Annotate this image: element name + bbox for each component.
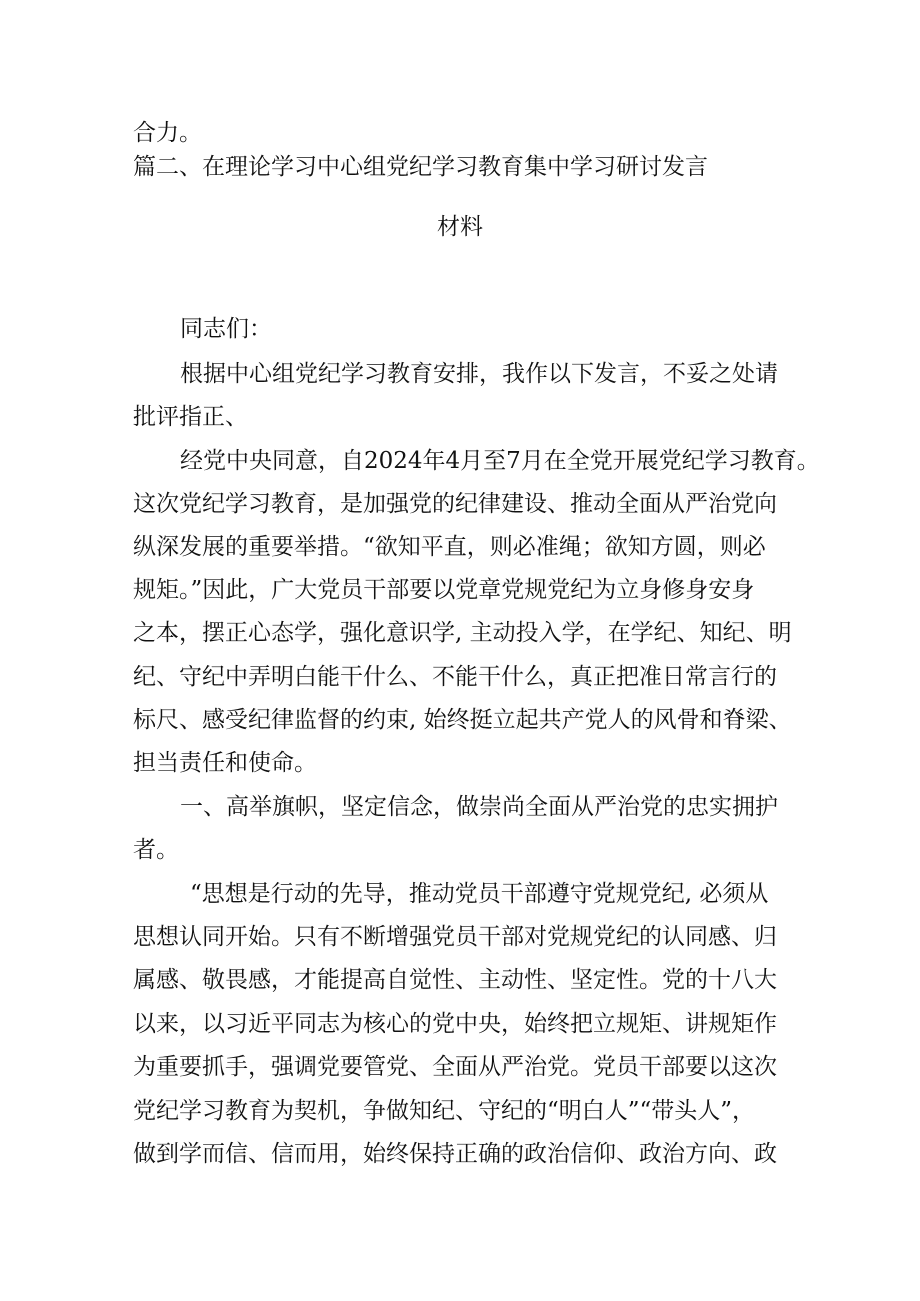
continuation-text: 合力。 — [133, 120, 202, 146]
document-title-continued: 材料 — [437, 214, 483, 240]
paragraph-line: 思想认同开始。只有不断增强党员干部对党规党纪的认同感、归 — [133, 924, 777, 950]
section-heading-continued: 者。 — [133, 837, 179, 863]
paragraph-line: 担当责任和使命。 — [133, 750, 317, 776]
paragraph-line: 这次党纪学习教育，是加强党的纪律建设、推动全面从严治党向 — [133, 491, 777, 517]
paragraph-line: “思想是行动的先导，推动党员干部遵守党规党纪, 必须从 — [190, 881, 769, 907]
paragraph-line: 纪、守纪中弄明白能干什么、不能干什么，真正把准日常言行的 — [133, 664, 777, 690]
document-title: 篇二、在理论学习中心组党纪学习教育集中学习研讨发言 — [133, 154, 708, 180]
paragraph-line: 党纪学习教育为契机，争做知纪、守纪的“明白人”“带头人”， — [133, 1098, 756, 1124]
paragraph-line: 纵深发展的重要举措。“欲知平直，则必准绳；欲知方圆，则必 — [133, 534, 766, 560]
paragraph-line: 属感、敬畏感，才能提高自觉性、主动性、坚定性。党的十八大 — [133, 967, 777, 993]
paragraph-line: 批评指正、 — [133, 404, 248, 430]
paragraph-line: 标尺、感受纪律监督的约束, 始终挺立起共产党人的风骨和脊梁、 — [133, 707, 792, 733]
paragraph-line: 为重要抓手，强调党要管党、全面从严治党。党员干部要以这次 — [133, 1054, 777, 1080]
salutation: 同志们： — [180, 316, 272, 342]
section-heading: 一、高举旗帜，坚定信念，做崇尚全面从严治党的忠实拥护 — [180, 794, 778, 820]
paragraph-line: 以来，以习近平同志为核心的党中央，始终把立规矩、讲规矩作 — [133, 1011, 777, 1037]
paragraph-line: 经党中央同意，自2024年4月至7月在全党开展党纪学习教育。 — [180, 448, 820, 474]
paragraph-line: 之本，摆正心态学，强化意识学, 主动投入学，在学纪、知纪、明 — [133, 620, 792, 646]
paragraph-line: 根据中心组党纪学习教育安排，我作以下发言，不妥之处请 — [180, 361, 778, 387]
paragraph-line: 规矩。”因此，广大党员干部要以党章党规党纪为立身修身安身 — [133, 577, 755, 603]
paragraph-line: 做到学而信、信而用，始终保持正确的政治信仰、政治方向、政 — [133, 1141, 777, 1167]
